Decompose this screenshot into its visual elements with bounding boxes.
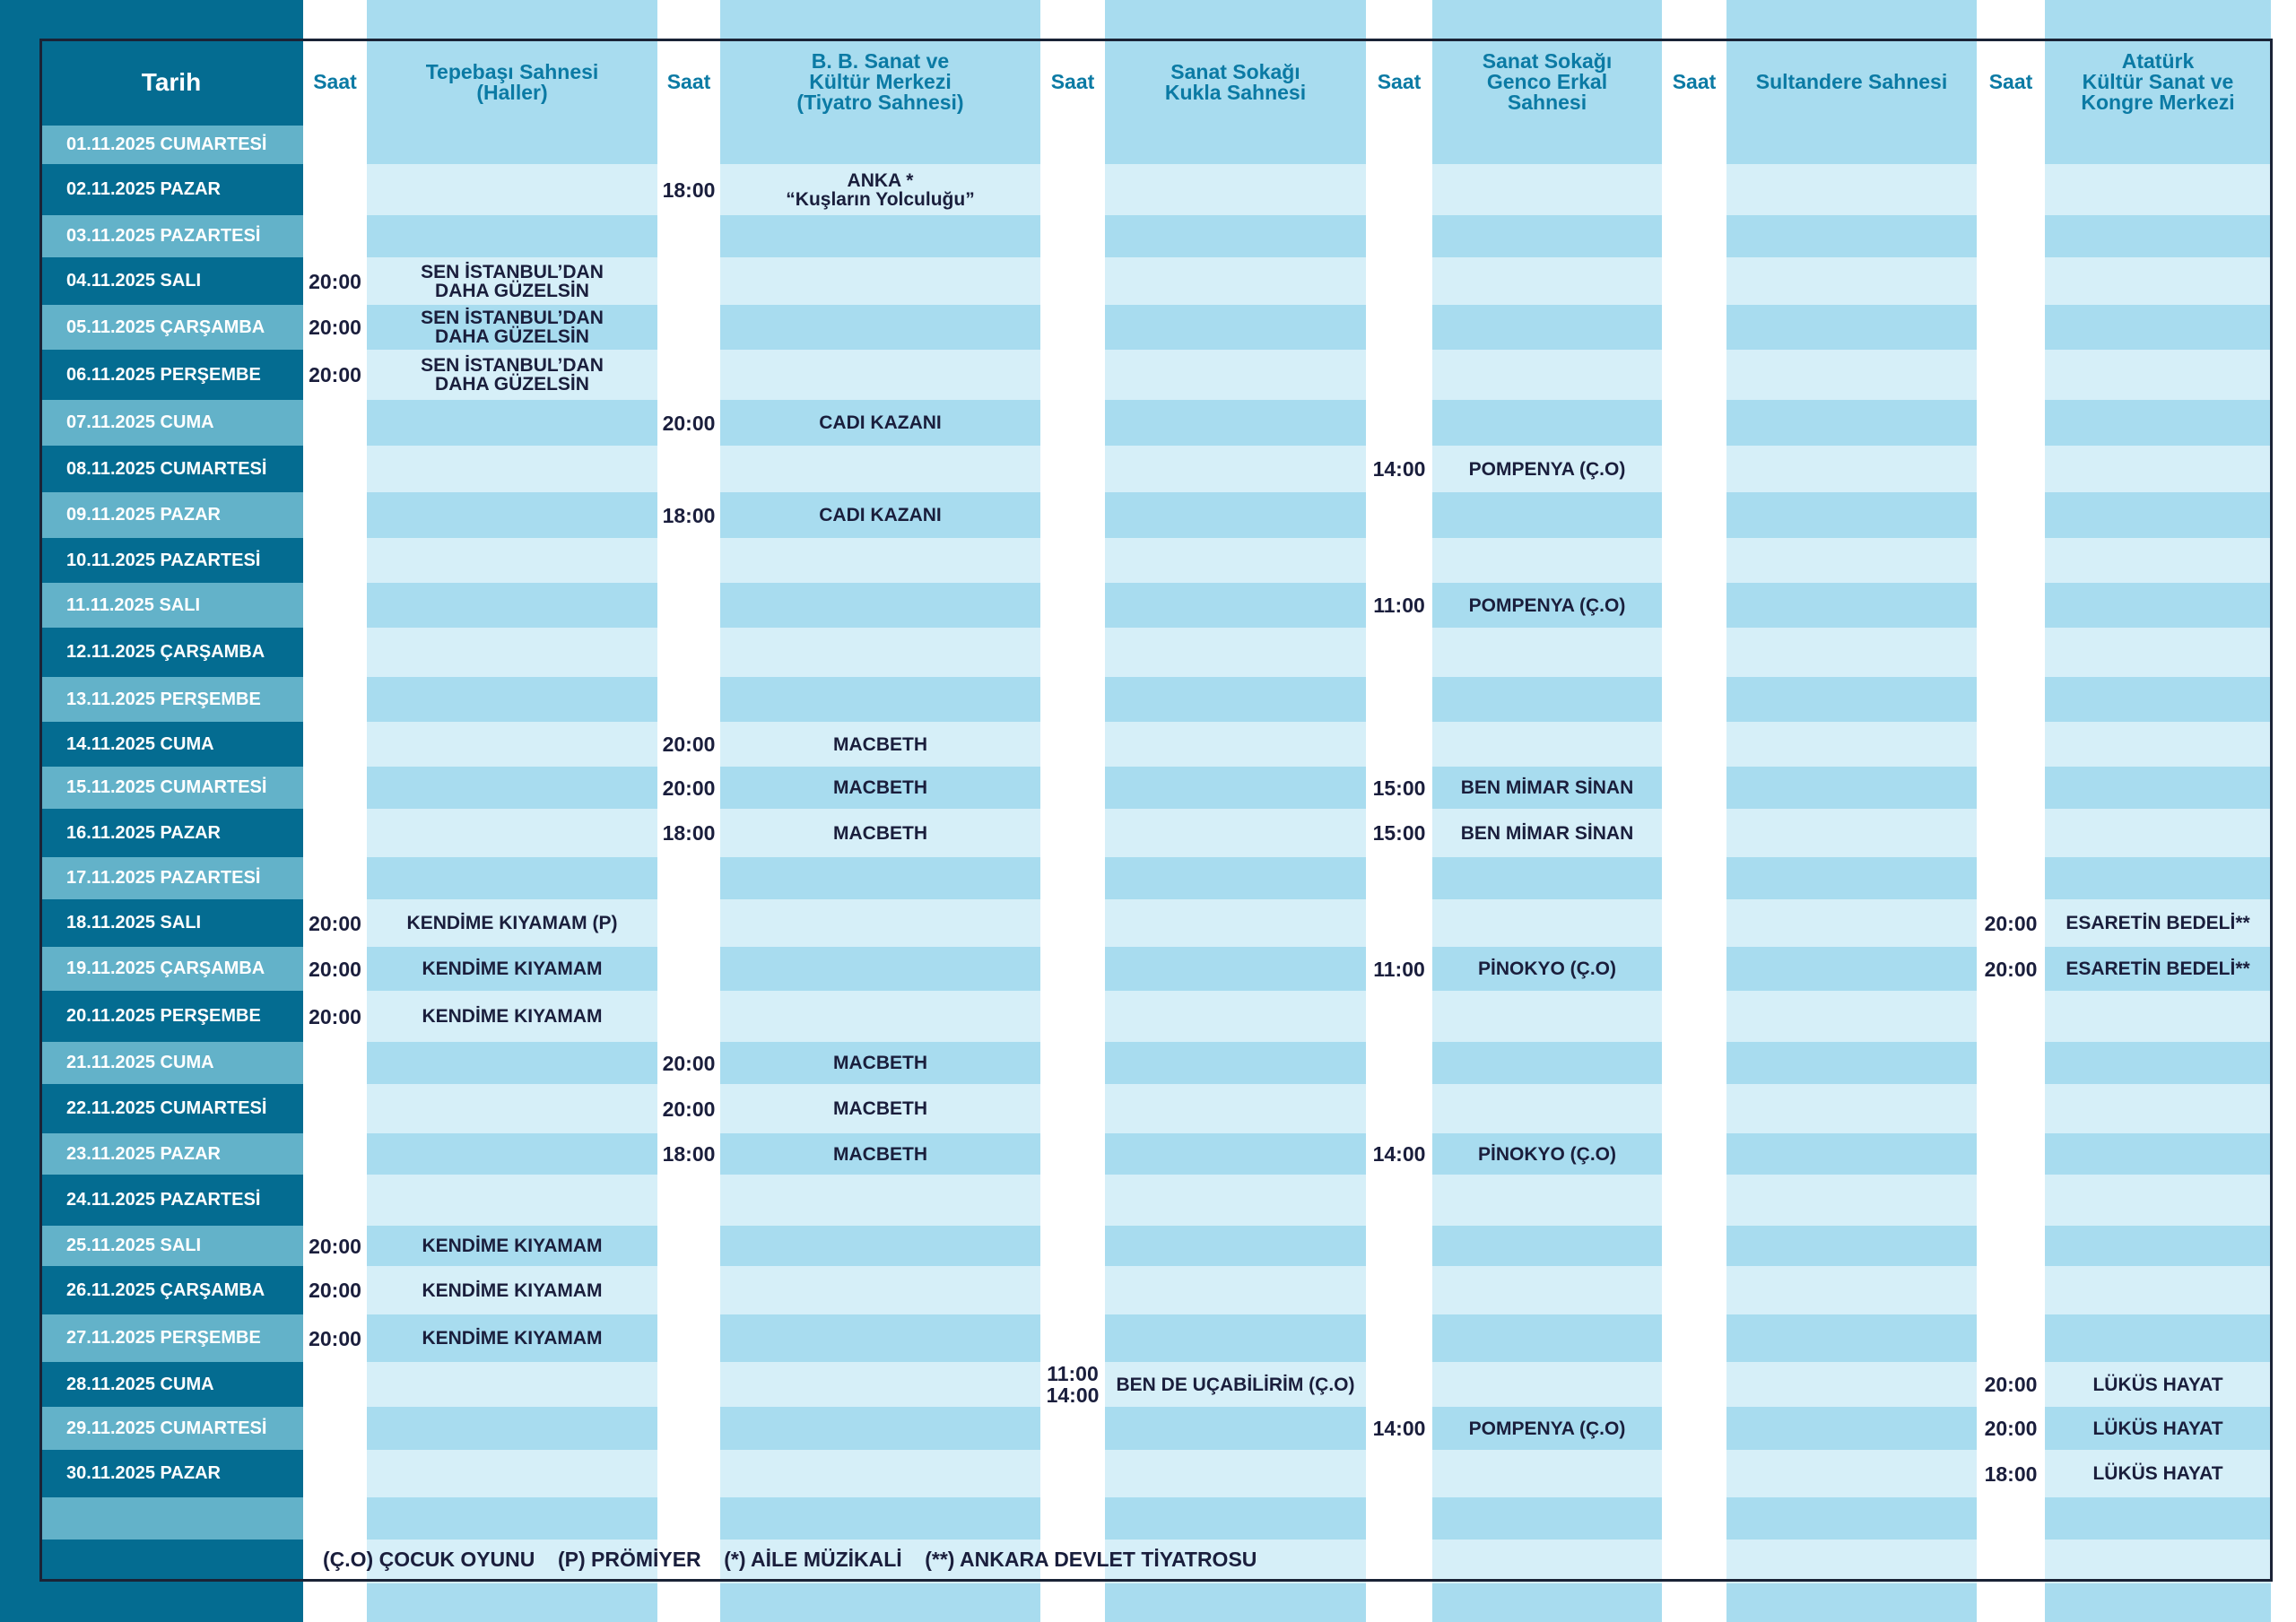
event-title: KENDİME KIYAMAM: [422, 1006, 603, 1027]
date-cell: 08.11.2025 CUMARTESİ: [39, 446, 303, 492]
date-cell: 16.11.2025 PAZAR: [39, 809, 303, 857]
event-title: ESARETİN BEDELİ**: [2066, 958, 2250, 979]
stage-stripe: [1432, 305, 1662, 350]
event-title: KENDİME KIYAMAM: [422, 1279, 603, 1301]
event-time: 20:00: [309, 1279, 361, 1302]
stage-stripe: [1105, 305, 1366, 350]
stage-stripe: [720, 126, 1040, 164]
stage-stripe: [2045, 1226, 2271, 1266]
event-title: POMPENYA (Ç.O): [1468, 594, 1626, 616]
event-title: PİNOKYO (Ç.O): [1477, 958, 1616, 979]
event-time: 18:00: [1984, 1462, 2038, 1486]
date-cell: 15.11.2025 CUMARTESİ: [39, 767, 303, 809]
event-time: 15:00: [1372, 821, 1426, 845]
stage-stripe: [2045, 677, 2271, 722]
stage-stripe: [2045, 400, 2271, 446]
stage-stripe: [2045, 1133, 2271, 1175]
date-cell: 10.11.2025 PAZARTESİ: [39, 538, 303, 583]
stage-stripe: [1105, 1583, 1366, 1622]
date-cell: 26.11.2025 ÇARŞAMBA: [39, 1266, 303, 1314]
stage-stripe: [1432, 1314, 1662, 1362]
date-cell: 01.11.2025 CUMARTESİ: [39, 126, 303, 164]
date-cell: 07.11.2025 CUMA: [39, 400, 303, 446]
event-title: KENDİME KIYAMAM: [422, 1236, 603, 1256]
stage-stripe: [1726, 1042, 1977, 1084]
date-cell: 05.11.2025 ÇARŞAMBA: [39, 305, 303, 350]
stage-stripe: [1726, 1583, 1977, 1622]
stage-stripe: [2045, 1583, 2271, 1622]
stage-stripe: [2045, 857, 2271, 899]
event-title: ESARETİN BEDELİ**: [2066, 913, 2250, 933]
event-time: 20:00: [1984, 957, 2038, 981]
header-saat: Saat: [1988, 70, 2033, 93]
date-cell: 03.11.2025 PAZARTESİ: [39, 215, 303, 257]
stage-stripe: [1105, 400, 1366, 446]
event-time: 11:00: [1373, 594, 1425, 617]
date-cell: [39, 1497, 303, 1540]
event-time: 20:00: [1984, 1417, 2038, 1440]
stage-stripe: [1105, 1497, 1366, 1540]
stage-stripe: [1432, 677, 1662, 722]
date-cell: 12.11.2025 ÇARŞAMBA: [39, 628, 303, 677]
header-saat: Saat: [666, 70, 711, 93]
header-stage-name: Tepebaşı Sahnesi (Haller): [425, 59, 599, 104]
stage-stripe: [367, 1583, 657, 1622]
stage-stripe: [1105, 947, 1366, 991]
event-title: ANKA * “Kuşların Yolculuğu”: [786, 169, 975, 210]
event-title: KENDİME KIYAMAM (P): [406, 913, 618, 933]
stage-stripe: [2045, 305, 2271, 350]
stage-stripe: [1105, 677, 1366, 722]
stage-stripe: [1105, 1226, 1366, 1266]
date-cell: 30.11.2025 PAZAR: [39, 1450, 303, 1497]
stage-stripe: [720, 677, 1040, 722]
event-title: CADI KAZANI: [819, 505, 942, 525]
stage-stripe: [1726, 126, 1977, 164]
header-saat: Saat: [1377, 70, 1422, 93]
event-title: KENDİME KIYAMAM: [422, 958, 603, 979]
date-cell: 29.11.2025 CUMARTESİ: [39, 1407, 303, 1450]
stage-stripe: [720, 1226, 1040, 1266]
stage-stripe: [1726, 1133, 1977, 1175]
stage-stripe: [1726, 1407, 1977, 1450]
event-time: 20:00: [309, 1004, 361, 1028]
event-time: 20:00: [309, 269, 361, 293]
event-title: LÜKÜS HAYAT: [2092, 1374, 2223, 1395]
header-date: Tarih: [141, 67, 202, 96]
stage-stripe: [1105, 857, 1366, 899]
stage-stripe: [1432, 215, 1662, 257]
stage-stripe: [1105, 583, 1366, 628]
event-title: MACBETH: [833, 1143, 927, 1165]
stage-stripe: [1432, 400, 1662, 446]
stage-stripe: [1105, 1042, 1366, 1084]
stage-stripe: [1726, 305, 1977, 350]
event-title: MACBETH: [833, 1098, 927, 1119]
event-time: 18:00: [662, 1142, 716, 1166]
stage-stripe: [720, 947, 1040, 991]
event-time: 20:00: [309, 316, 361, 339]
event-time: 20:00: [662, 411, 716, 435]
date-cell: 11.11.2025 SALI: [39, 583, 303, 628]
event-title: CADI KAZANI: [819, 412, 942, 433]
event-title: LÜKÜS HAYAT: [2092, 1463, 2223, 1484]
event-title: MACBETH: [833, 822, 927, 844]
stage-stripe: [1726, 1314, 1977, 1362]
event-title: MACBETH: [833, 1053, 927, 1073]
date-cell: 23.11.2025 PAZAR: [39, 1133, 303, 1175]
stage-stripe: [2045, 215, 2271, 257]
date-cell: [39, 1540, 303, 1583]
date-cell: 24.11.2025 PAZARTESİ: [39, 1175, 303, 1226]
stage-stripe: [1105, 492, 1366, 538]
stage-stripe: [1726, 947, 1977, 991]
event-time: 20:00: [1984, 911, 2038, 935]
stage-stripe: [367, 492, 657, 538]
stage-stripe: [367, 677, 657, 722]
event-time: 20:00: [309, 911, 361, 935]
stage-stripe: [367, 1497, 657, 1540]
date-cell: 06.11.2025 PERŞEMBE: [39, 350, 303, 400]
stage-stripe: [367, 767, 657, 809]
stage-stripe: [720, 1497, 1040, 1540]
stage-stripe: [1105, 215, 1366, 257]
date-cell: 21.11.2025 CUMA: [39, 1042, 303, 1084]
header-saat: Saat: [1672, 70, 1717, 93]
stage-stripe: [720, 305, 1040, 350]
event-title: POMPENYA (Ç.O): [1468, 458, 1626, 480]
event-time: 20:00: [309, 957, 361, 981]
stage-stripe: [2045, 492, 2271, 538]
stage-stripe: [1105, 1407, 1366, 1450]
event-title: BEN MİMAR SİNAN: [1460, 822, 1634, 844]
event-title: KENDİME KIYAMAM: [422, 1328, 603, 1349]
event-title: PİNOKYO (Ç.O): [1477, 1143, 1616, 1165]
stage-stripe: [1726, 857, 1977, 899]
stage-stripe: [1726, 677, 1977, 722]
event-time: 20:00: [662, 733, 716, 756]
stage-stripe: [1726, 215, 1977, 257]
event-time: 11:00 14:00: [1046, 1362, 1100, 1407]
date-cell: 19.11.2025 ÇARŞAMBA: [39, 947, 303, 991]
date-cell: 09.11.2025 PAZAR: [39, 492, 303, 538]
date-cell: 22.11.2025 CUMARTESİ: [39, 1084, 303, 1133]
stage-stripe: [1432, 1497, 1662, 1540]
stage-stripe: [1726, 767, 1977, 809]
stage-stripe: [1432, 1042, 1662, 1084]
stage-stripe: [367, 583, 657, 628]
stage-stripe: [367, 126, 657, 164]
stage-stripe: [1105, 126, 1366, 164]
event-time: 20:00: [662, 776, 716, 800]
stage-stripe: [720, 215, 1040, 257]
date-cell: 28.11.2025 CUMA: [39, 1362, 303, 1407]
stage-stripe: [367, 857, 657, 899]
header-saat: Saat: [313, 70, 357, 93]
header-stage-name: Sultandere Sahnesi: [1755, 70, 1948, 93]
stage-stripe: [2045, 583, 2271, 628]
header-stage-name: Atatürk Kültür Sanat ve Kongre Merkezi: [2081, 49, 2235, 114]
date-cell: 25.11.2025 SALI: [39, 1226, 303, 1266]
date-cell: 04.11.2025 SALI: [39, 257, 303, 305]
stage-stripe: [1726, 1226, 1977, 1266]
stage-stripe: [367, 1133, 657, 1175]
event-time: 14:00: [1372, 1417, 1426, 1440]
event-title: POMPENYA (Ç.O): [1468, 1418, 1626, 1439]
header-stage-name: Sanat Sokağı Kukla Sahnesi: [1164, 59, 1307, 104]
date-cell: 27.11.2025 PERŞEMBE: [39, 1314, 303, 1362]
date-cell: 02.11.2025 PAZAR: [39, 164, 303, 215]
event-title: BEN DE UÇABİLİRİM (Ç.O): [1116, 1374, 1355, 1395]
event-time: 20:00: [309, 1326, 361, 1350]
event-title: SEN İSTANBUL’DAN DAHA GÜZELSİN: [421, 355, 604, 395]
stage-stripe: [720, 1583, 1040, 1622]
event-time: 14:00: [1372, 457, 1426, 481]
event-title: SEN İSTANBUL’DAN DAHA GÜZELSİN: [421, 308, 604, 347]
stage-stripe: [1105, 1314, 1366, 1362]
stage-stripe: [720, 857, 1040, 899]
stage-stripe: [1105, 1133, 1366, 1175]
event-time: 20:00: [662, 1051, 716, 1075]
stage-stripe: [1726, 1497, 1977, 1540]
event-time: 20:00: [309, 363, 361, 386]
stage-stripe: [720, 1407, 1040, 1450]
date-cell: 18.11.2025 SALI: [39, 899, 303, 947]
event-time: 18:00: [662, 503, 716, 527]
stage-stripe: [2045, 126, 2271, 164]
event-time: 18:00: [662, 178, 716, 202]
event-time: 14:00: [1372, 1142, 1426, 1166]
stage-stripe: [1432, 492, 1662, 538]
stage-stripe: [367, 215, 657, 257]
header-stage-name: Sanat Sokağı Genco Erkal Sahnesi: [1482, 49, 1613, 114]
header-saat: Saat: [1050, 70, 1095, 93]
date-cell: 14.11.2025 CUMA: [39, 722, 303, 767]
event-title: MACBETH: [833, 777, 927, 798]
event-title: SEN İSTANBUL’DAN DAHA GÜZELSİN: [421, 261, 604, 301]
stage-stripe: [367, 1042, 657, 1084]
stage-stripe: [2045, 1497, 2271, 1540]
stage-stripe: [1105, 767, 1366, 809]
stage-stripe: [720, 583, 1040, 628]
stage-stripe: [1432, 1583, 1662, 1622]
event-title: BEN MİMAR SİNAN: [1460, 777, 1634, 798]
stage-stripe: [1726, 400, 1977, 446]
date-cell: 17.11.2025 PAZARTESİ: [39, 857, 303, 899]
stage-stripe: [720, 1314, 1040, 1362]
stage-stripe: [367, 1407, 657, 1450]
stage-stripe: [2045, 1042, 2271, 1084]
event-time: 15:00: [1372, 776, 1426, 800]
event-time: 11:00: [1373, 957, 1425, 981]
stage-stripe: [2045, 767, 2271, 809]
event-title: LÜKÜS HAYAT: [2092, 1418, 2223, 1439]
header-stage-name: B. B. Sanat ve Kültür Merkezi (Tiyatro Sahnesi): [796, 49, 964, 114]
stage-stripe: [2045, 1314, 2271, 1362]
event-time: 18:00: [662, 821, 716, 845]
stage-stripe: [1726, 583, 1977, 628]
date-cell: 13.11.2025 PERŞEMBE: [39, 677, 303, 722]
stage-stripe: [1432, 1226, 1662, 1266]
event-time: 20:00: [309, 1234, 361, 1258]
event-time: 20:00: [662, 1097, 716, 1121]
legend-text: (Ç.O) ÇOCUK OYUNU (P) PRÖMİYER (*) AİLE MÜZİKALİ (**) ANKARA DEVLET TİYATROSU: [323, 1547, 1257, 1571]
stage-stripe: [1726, 492, 1977, 538]
stage-stripe: [1432, 126, 1662, 164]
stage-stripe: [367, 400, 657, 446]
stage-stripe: [1432, 857, 1662, 899]
date-cell: 20.11.2025 PERŞEMBE: [39, 991, 303, 1042]
event-time: 20:00: [1984, 1373, 2038, 1396]
event-title: MACBETH: [833, 733, 927, 755]
